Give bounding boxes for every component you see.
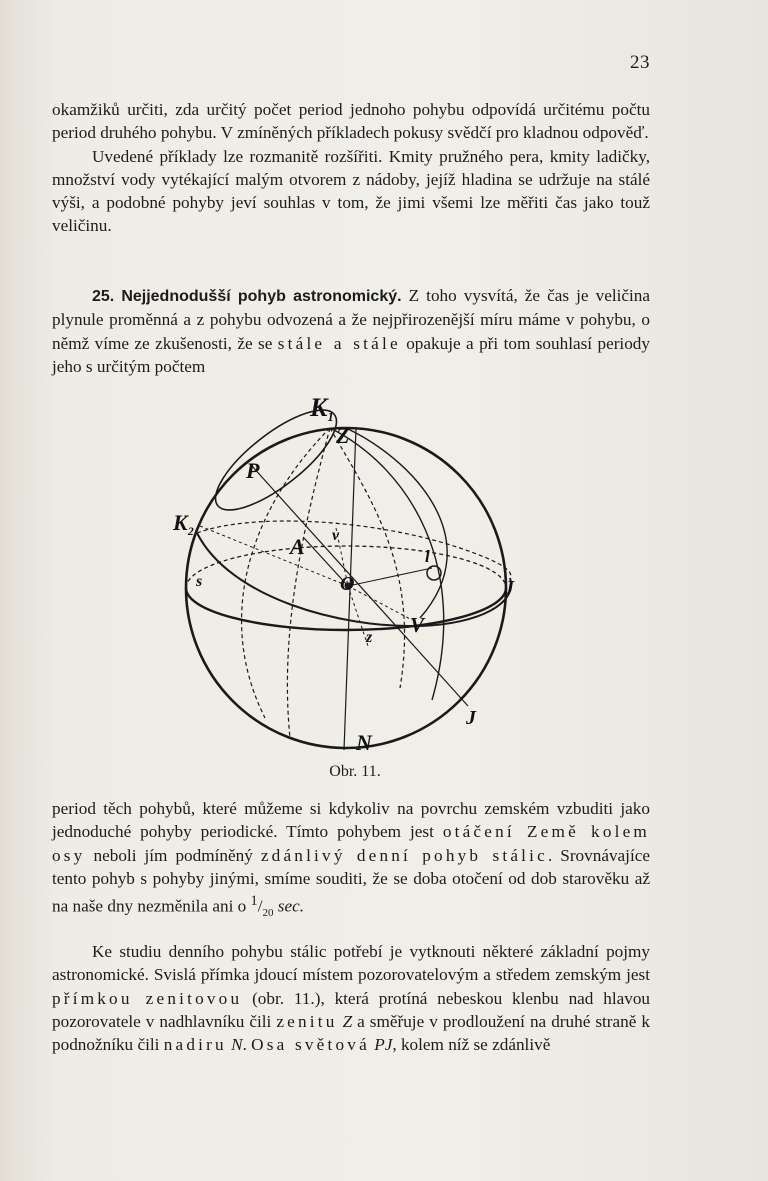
p3-text-3: . Srovnávajíce tento pohyb s pohyby jinými, smíme souditi, že se doba otočení od dob starověku až na naše dny nezměnila ani o (52, 845, 650, 916)
fraction-denominator: 20 (262, 907, 274, 920)
section-text-1: Z toho vysvítá, že čas je veličina plynule proměnná a z pohybu odvozená a že nejpřirozenější míru máme v pohybu, o němž víme ze zkušenosti, že se (52, 286, 650, 353)
p4-symbol-z: Z (342, 1011, 353, 1031)
p4-text-8: , kolem níž se zdánlivě (392, 1035, 551, 1055)
section-paragraph (52, 284, 650, 378)
line-k2 (200, 526, 348, 586)
label-v: V (410, 613, 425, 637)
line-o-l (348, 568, 432, 586)
figure-caption: Obr. 11. (329, 763, 381, 780)
p4-symbol-n: N (231, 1035, 243, 1055)
p3-text-2: neboli jím podmíněný (85, 845, 261, 865)
equator-back (197, 521, 511, 578)
label-z: Z (336, 423, 350, 448)
p3-text-1: period těch pohybů, které můžeme si kdykoliv na povrchu zemském vzbuditi jako jednoduché pohyby periodické. Tímto pohybem jest (52, 799, 650, 842)
paragraph-1: okamžiků určiti, zda určitý počet period jednoho pohybu odpovídá určitému počtu period druhého pohybu. V zmíněných příkladech pokusy svědčí pro kladnou odpověď. (52, 100, 650, 143)
paragraph-4-block (52, 940, 650, 1056)
section-spaced-text: stále a stále (277, 333, 401, 353)
label-p: P (246, 458, 260, 483)
section-25 (52, 284, 650, 378)
p4-spaced-3: nadiru (163, 1035, 227, 1055)
world-axis (252, 466, 468, 706)
p4-spaced-2: zenitu (276, 1011, 338, 1031)
p4-text-2: (obr. 11.), která protíná nebeskou klenbu nad hlavou pozorovatele v nadhlavníku čili (52, 988, 651, 1031)
fraction-unit: sec. (273, 896, 305, 916)
paragraph-2: Uvedené příklady lze rozmanitě rozšířiti. Kmity pružného pera, kmity ladičky, množství vody vytékající malým otvorem z nádoby, jejíž hladina se udržuje na stálé výši, a podobné pohyby jeví souhlas v tom, že jimi všemi lze měřiti čas jako touž veličinu. (52, 146, 650, 236)
meridian-4 (287, 428, 330, 738)
paragraph-3 (52, 797, 650, 926)
paragraph-4 (52, 940, 650, 1056)
section-title: Nejjednodušší pohyb astronomický. (121, 288, 402, 305)
label-n: N (356, 730, 372, 755)
label-o: O (340, 573, 355, 595)
paragraph-3-block (52, 797, 650, 926)
label-k1: K1 (310, 393, 334, 424)
section-number: 25. (92, 288, 115, 305)
page-number: 23 (630, 52, 650, 73)
p3-spaced-1: otáčení Země kolem osy (52, 822, 651, 865)
paragraph-continuation (52, 98, 650, 238)
p4-spaced-1: přímkou zenitovou (52, 988, 243, 1008)
vertical-circle (346, 428, 447, 618)
meridian-2 (330, 428, 405, 688)
label-j-right: J (504, 577, 514, 599)
celestial-sphere-diagram (170, 388, 540, 768)
p3-spaced-2: zdánlivý denní pohyb stálic (260, 845, 548, 865)
label-s: s (196, 573, 203, 590)
p4-symbol-pj: PJ (374, 1035, 393, 1055)
fraction-numerator: 1 (250, 893, 258, 910)
fraction-slash: / (257, 896, 263, 916)
label-j-bottom: J (466, 707, 476, 729)
p4-spaced-4: Osa světová (251, 1035, 370, 1055)
p4-text-6: . (242, 1035, 252, 1055)
p4-text-1: Ke studiu denního pohybu stálic potřebí je vytknouti některé základní pojmy astronomické. Svislá přímka jdoucí místem pozorovatelovým a středem zemským jest (52, 942, 650, 985)
label-l: l (425, 547, 430, 566)
p4-text-4: a směřuje v prodloužení na druhé straně k podnožníku čili (52, 1011, 650, 1055)
figure-celestial-sphere (170, 388, 540, 768)
label-v-small: v (332, 527, 340, 544)
section-text-2: opakuje a při tom souhlasí periody jeho s určitým počtem (52, 333, 650, 376)
label-z-small: z (366, 629, 373, 646)
label-a: A (290, 534, 305, 559)
label-k2: $K_2$ (173, 510, 194, 538)
